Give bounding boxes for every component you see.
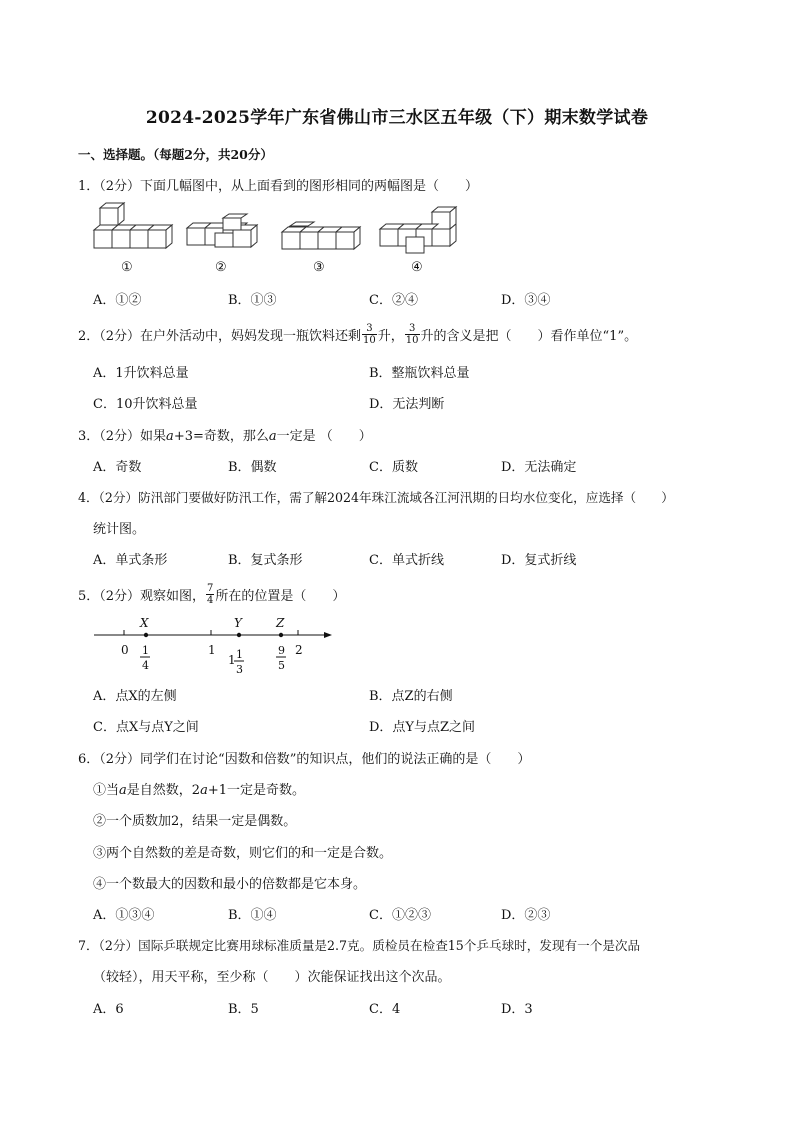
q6-statement-1: ①当a是自然数，2a+1一定是奇数。 <box>93 783 305 798</box>
fraction-3-10-b: $\frac{3}{10}$ <box>405 323 419 346</box>
point-label-z: Z <box>276 616 285 630</box>
q4-option-a[interactable]: A．单式条形 <box>93 553 168 568</box>
q1-option-a[interactable]: A．①② <box>93 293 142 308</box>
q6-option-a[interactable]: A．①③④ <box>93 908 155 923</box>
question-4-stem-line-2: 统计图。 <box>93 522 146 537</box>
figure-label-2: ② <box>215 260 227 275</box>
q6-option-b[interactable]: B．①④ <box>228 908 277 923</box>
q7-option-a[interactable]: A．6 <box>93 1002 124 1017</box>
point-label-y: Y <box>234 616 242 630</box>
point-label-x: X <box>140 616 149 630</box>
figure-label-3: ③ <box>313 260 325 275</box>
tick-label-2: 2 <box>295 643 303 657</box>
q7-option-c[interactable]: C．4 <box>369 1002 401 1017</box>
question-6-stem: 6．（2分）同学们在讨论“因数和倍数”的知识点，他们的说法正确的是（ ） <box>78 752 531 767</box>
q7-option-b[interactable]: B．5 <box>228 1002 259 1017</box>
q2-option-a[interactable]: A．1升饮料总量 <box>93 366 189 381</box>
question-3-stem: 3．（2分）如果a+3=奇数，那么a一定是 （ ） <box>78 429 372 444</box>
question-1-figures <box>90 200 470 260</box>
question-4-stem-line-1: 4．（2分）防汛部门要做好防汛工作，需了解2024年珠江流域各江河汛期的日均水位变化，应选择（ ） <box>78 490 674 505</box>
y-frac-den: 3 <box>236 663 243 675</box>
figure-label-1: ① <box>121 260 133 275</box>
question-1-stem: 1．（2分）下面几幅图中，从上面看到的图形相同的两幅图是（ ） <box>78 179 479 194</box>
q4-option-c[interactable]: C．单式折线 <box>369 553 444 568</box>
q6-statement-4: ④一个数最大的因数和最小的倍数都是它本身。 <box>93 877 367 892</box>
question-5-stem: 5．（2分）观察如图， $\frac{7}{4}$ 所在的位置是（ ） <box>78 583 346 606</box>
q4-option-d[interactable]: D．复式折线 <box>501 553 577 568</box>
y-frac-num: 1 <box>236 648 243 661</box>
q3-option-a[interactable]: A．奇数 <box>93 460 142 475</box>
q1-option-d[interactable]: D．③④ <box>501 293 551 308</box>
page-title: 2024-2025学年广东省佛山市三水区五年级（下）期末数学试卷 <box>145 108 649 128</box>
q2-option-d[interactable]: D．无法判断 <box>369 397 445 412</box>
z-frac-den: 5 <box>278 659 285 672</box>
x-frac-den: 4 <box>142 659 149 672</box>
q6-statement-3: ③两个自然数的差是奇数，则它们的和一定是合数。 <box>93 846 393 861</box>
q6-option-c[interactable]: C．①②③ <box>369 908 431 923</box>
q5-option-b[interactable]: B．点Z的右侧 <box>369 689 453 704</box>
q3-option-d[interactable]: D．无法确定 <box>501 460 577 475</box>
number-line <box>88 613 338 675</box>
question-7-stem-line-1: 7．（2分）国际乒联规定比赛用球标准质量是2.7克。质检员在检查15个乒乓球时，发现有一个是次品 <box>78 938 641 953</box>
q6-statement-2: ②一个质数加2，结果一定是偶数。 <box>93 814 297 829</box>
figure-label-4: ④ <box>411 260 423 275</box>
tick-label-1: 1 <box>208 643 216 657</box>
cube-figure-2 <box>187 214 257 247</box>
q1-option-c[interactable]: C．②④ <box>369 293 418 308</box>
q5-option-c[interactable]: C．点X与点Y之间 <box>93 720 199 735</box>
q1-option-b[interactable]: B．①③ <box>228 293 277 308</box>
q2-option-b[interactable]: B．整瓶饮料总量 <box>369 366 470 381</box>
q4-option-b[interactable]: B．复式条形 <box>228 553 303 568</box>
fraction-7-4: $\frac{7}{4}$ <box>207 583 214 606</box>
cube-figure-3 <box>282 222 360 249</box>
y-whole: 1 <box>228 653 236 667</box>
q6-option-d[interactable]: D．②③ <box>501 908 551 923</box>
q5-option-a[interactable]: A．点X的左侧 <box>93 689 177 704</box>
cube-figure-1 <box>94 203 172 248</box>
q2-option-c[interactable]: C．10升饮料总量 <box>93 397 198 412</box>
x-frac-num: 1 <box>142 644 149 657</box>
question-7-stem-line-2: （较轻），用天平称，至少称（ ）次能保证找出这个次品。 <box>93 970 451 985</box>
z-frac-num: 9 <box>278 644 285 657</box>
q3-option-b[interactable]: B．偶数 <box>228 460 277 475</box>
section-heading: 一、选择题。（每题2分，共20分） <box>78 147 273 162</box>
q3-option-c[interactable]: C．质数 <box>369 460 418 475</box>
question-2-stem: 2．（2分）在户外活动中，妈妈发现一瓶饮料还剩 $\frac{3}{10}$ 升， $\frac{3}{10}$ 升的含义是把（ ）看作单位“1”。 <box>78 323 638 346</box>
q5-option-d[interactable]: D．点Y与点Z之间 <box>369 720 476 735</box>
q7-option-d[interactable]: D．3 <box>501 1002 533 1017</box>
fraction-3-10-a: $\frac{3}{10}$ <box>363 323 376 346</box>
tick-label-0: 0 <box>121 643 129 657</box>
cube-figure-4 <box>380 207 456 253</box>
